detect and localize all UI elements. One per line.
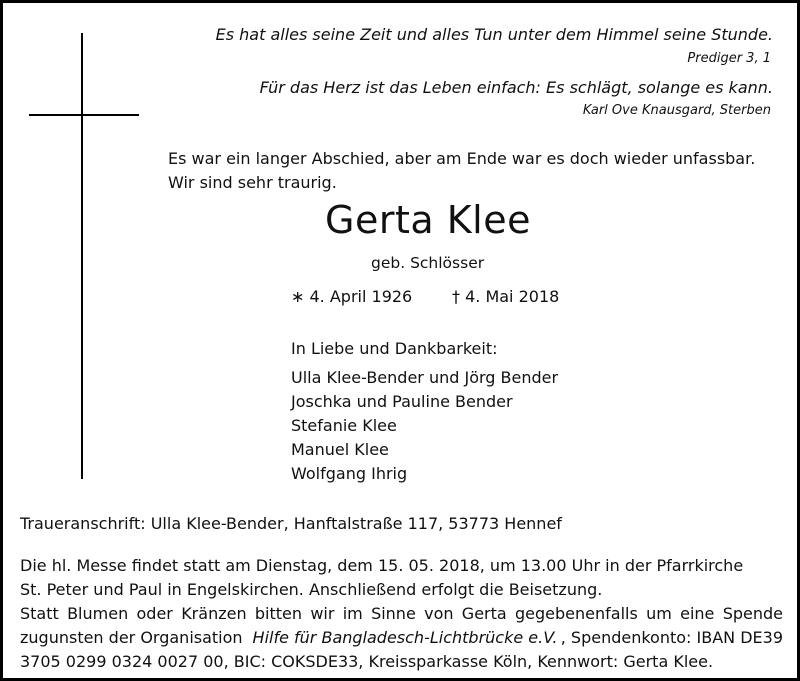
- deceased-name: Gerta Klee: [325, 198, 531, 242]
- mourning-address: Traueranschrift: Ulla Klee-Bender, Hanftalstraße 117, 53773 Hennef: [20, 514, 562, 533]
- donation-line-1: [20, 604, 783, 623]
- donation-line-2: [20, 628, 783, 647]
- intro-line-2: Wir sind sehr traurig.: [168, 173, 337, 192]
- word: bitten: [254, 604, 303, 623]
- word: Gerta: [461, 604, 507, 623]
- death-date: 4. Mai 2018: [465, 287, 560, 306]
- quote-1-text: Es hat alles seine Zeit und alles Tun unter dem Himmel seine Stunde.: [215, 25, 773, 44]
- cross-icon-vertical-bar: [81, 33, 83, 479]
- word: Statt: [20, 604, 59, 623]
- donation-line-3: 3705 0299 0324 0027 00, BIC: COKSDE33, Kreissparkasse Köln, Kennwort: Gerta Klee.: [20, 652, 714, 671]
- mourners-list: [291, 366, 558, 486]
- mourner-name: Joschka und Pauline Bender: [291, 392, 513, 411]
- word: wir: [310, 604, 335, 623]
- service-line-2: St. Peter und Paul in Engelskirchen. Anschließend erfolgt die Beisetzung.: [20, 580, 603, 599]
- birth-name: geb. Schlösser: [371, 254, 485, 272]
- service-line-1: Die hl. Messe findet statt am Dienstag, dem 15. 05. 2018, um 13.00 Uhr in der Pfarrkirche: [20, 556, 744, 575]
- mourners-heading: In Liebe und Dankbarkeit:: [291, 339, 498, 358]
- word: um: [646, 604, 672, 623]
- death-cross-icon: †: [452, 287, 460, 306]
- word: Kränzen: [181, 604, 247, 623]
- word: Blumen: [67, 604, 129, 623]
- quote-2-text: Für das Herz ist das Leben einfach: Es schlägt, solange es kann.: [259, 78, 773, 97]
- word: im: [342, 604, 363, 623]
- quote-1-source: Prediger 3, 1: [687, 51, 771, 66]
- word: gegebenenfalls: [515, 604, 638, 623]
- word: oder: [136, 604, 173, 623]
- donation-organization: Hilfe für Bangladesch-Lichtbrücke e.V.: [252, 628, 558, 647]
- birth-info: [291, 287, 412, 306]
- mourner-name: Wolfgang Ihrig: [291, 464, 408, 483]
- birth-date: 4. April 1926: [309, 287, 413, 306]
- donation-prefix: zugunsten der Organisation: [20, 628, 243, 647]
- intro-line-1: Es war ein langer Abschied, aber am Ende war es doch wieder unfassbar.: [168, 149, 756, 168]
- word: von: [424, 604, 454, 623]
- mourner-name: Stefanie Klee: [291, 416, 397, 435]
- quote-2-source: Karl Ove Knausgard, Sterben: [582, 103, 771, 118]
- mourner-name: Manuel Klee: [291, 440, 389, 459]
- mourner-name: Ulla Klee-Bender und Jörg Bender: [291, 368, 559, 387]
- word: Sinne: [371, 604, 416, 623]
- word: eine: [680, 604, 715, 623]
- cross-icon-horizontal-bar: [29, 114, 139, 116]
- death-info: [452, 287, 559, 306]
- birth-star-icon: ∗: [291, 287, 305, 306]
- donation-account: , Spendenkonto: IBAN DE39: [560, 628, 783, 647]
- word: Spende: [722, 604, 783, 623]
